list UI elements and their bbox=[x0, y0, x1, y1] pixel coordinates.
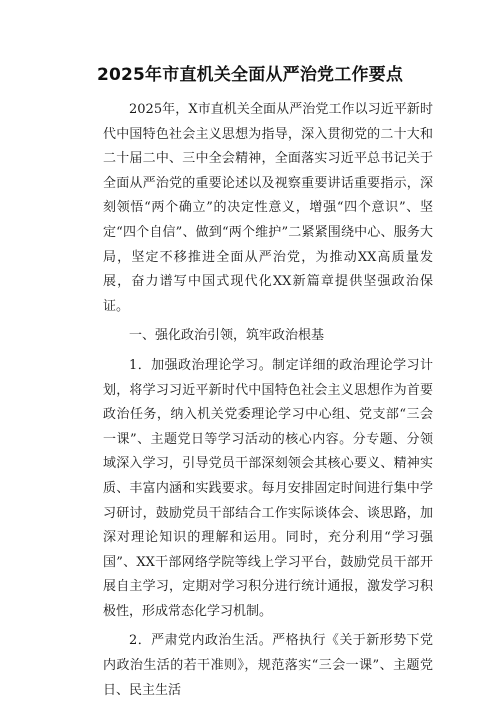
document-body bbox=[103, 98, 433, 708]
section-heading-1: 一、强化政治引领，筑牢政治根基 bbox=[129, 328, 325, 344]
item-paragraph-2: 2．严肃党内政治生活。严格执行《关于新形势下党内政治生活的若干准则》，规范落实“三会一课”、主题党日、民主生活 bbox=[103, 633, 433, 698]
item-paragraph-1: 1．加强政治理论学习。制定详细的政治理论学习计划，将学习习近平新时代中国特色社会主义思想作为首要政治任务，纳入机关党委理论学习中心组、党支部“三会一课”、主题党日等学习活动的核心内容。分专题、分领域深入学习，引导党员干部深刻领会其核心要义、精神实质、丰富内涵和实践要求。每月安排固定时间进行集中学习研讨，鼓励党员干部结合工作实际谈体会、谈思路，加深对理论知识的理解和运用。同时，充分利用“学习强国”、XX干部网络学院等线上学习平台，鼓励党员干部开展自主学习，定期对学习积分进行统计通报，激发学习积极性，形成常态化学习机制。 bbox=[103, 357, 433, 619]
intro-paragraph: 2025年，X市直机关全面从严治党工作以习近平新时代中国特色社会主义思想为指导，深入贯彻党的二十大和二十届二中、三中全会精神，全面落实习近平总书记关于全面从严治党的重要论述以及视察重要讲话重要指示，深刻领悟“两个确立”的决定性意义，增强“四个意识”、坚定“四个自信”、做到“两个维护”二紧紧围绕中心、服务大局，坚定不移推进全面从严治党，为推动XX高质量发展，奋力谱写中国式现代化XX新篇章提供坚强政治保证。 bbox=[103, 102, 433, 314]
document-title: 2025年市直机关全面从严治党工作要点 bbox=[96, 65, 404, 85]
